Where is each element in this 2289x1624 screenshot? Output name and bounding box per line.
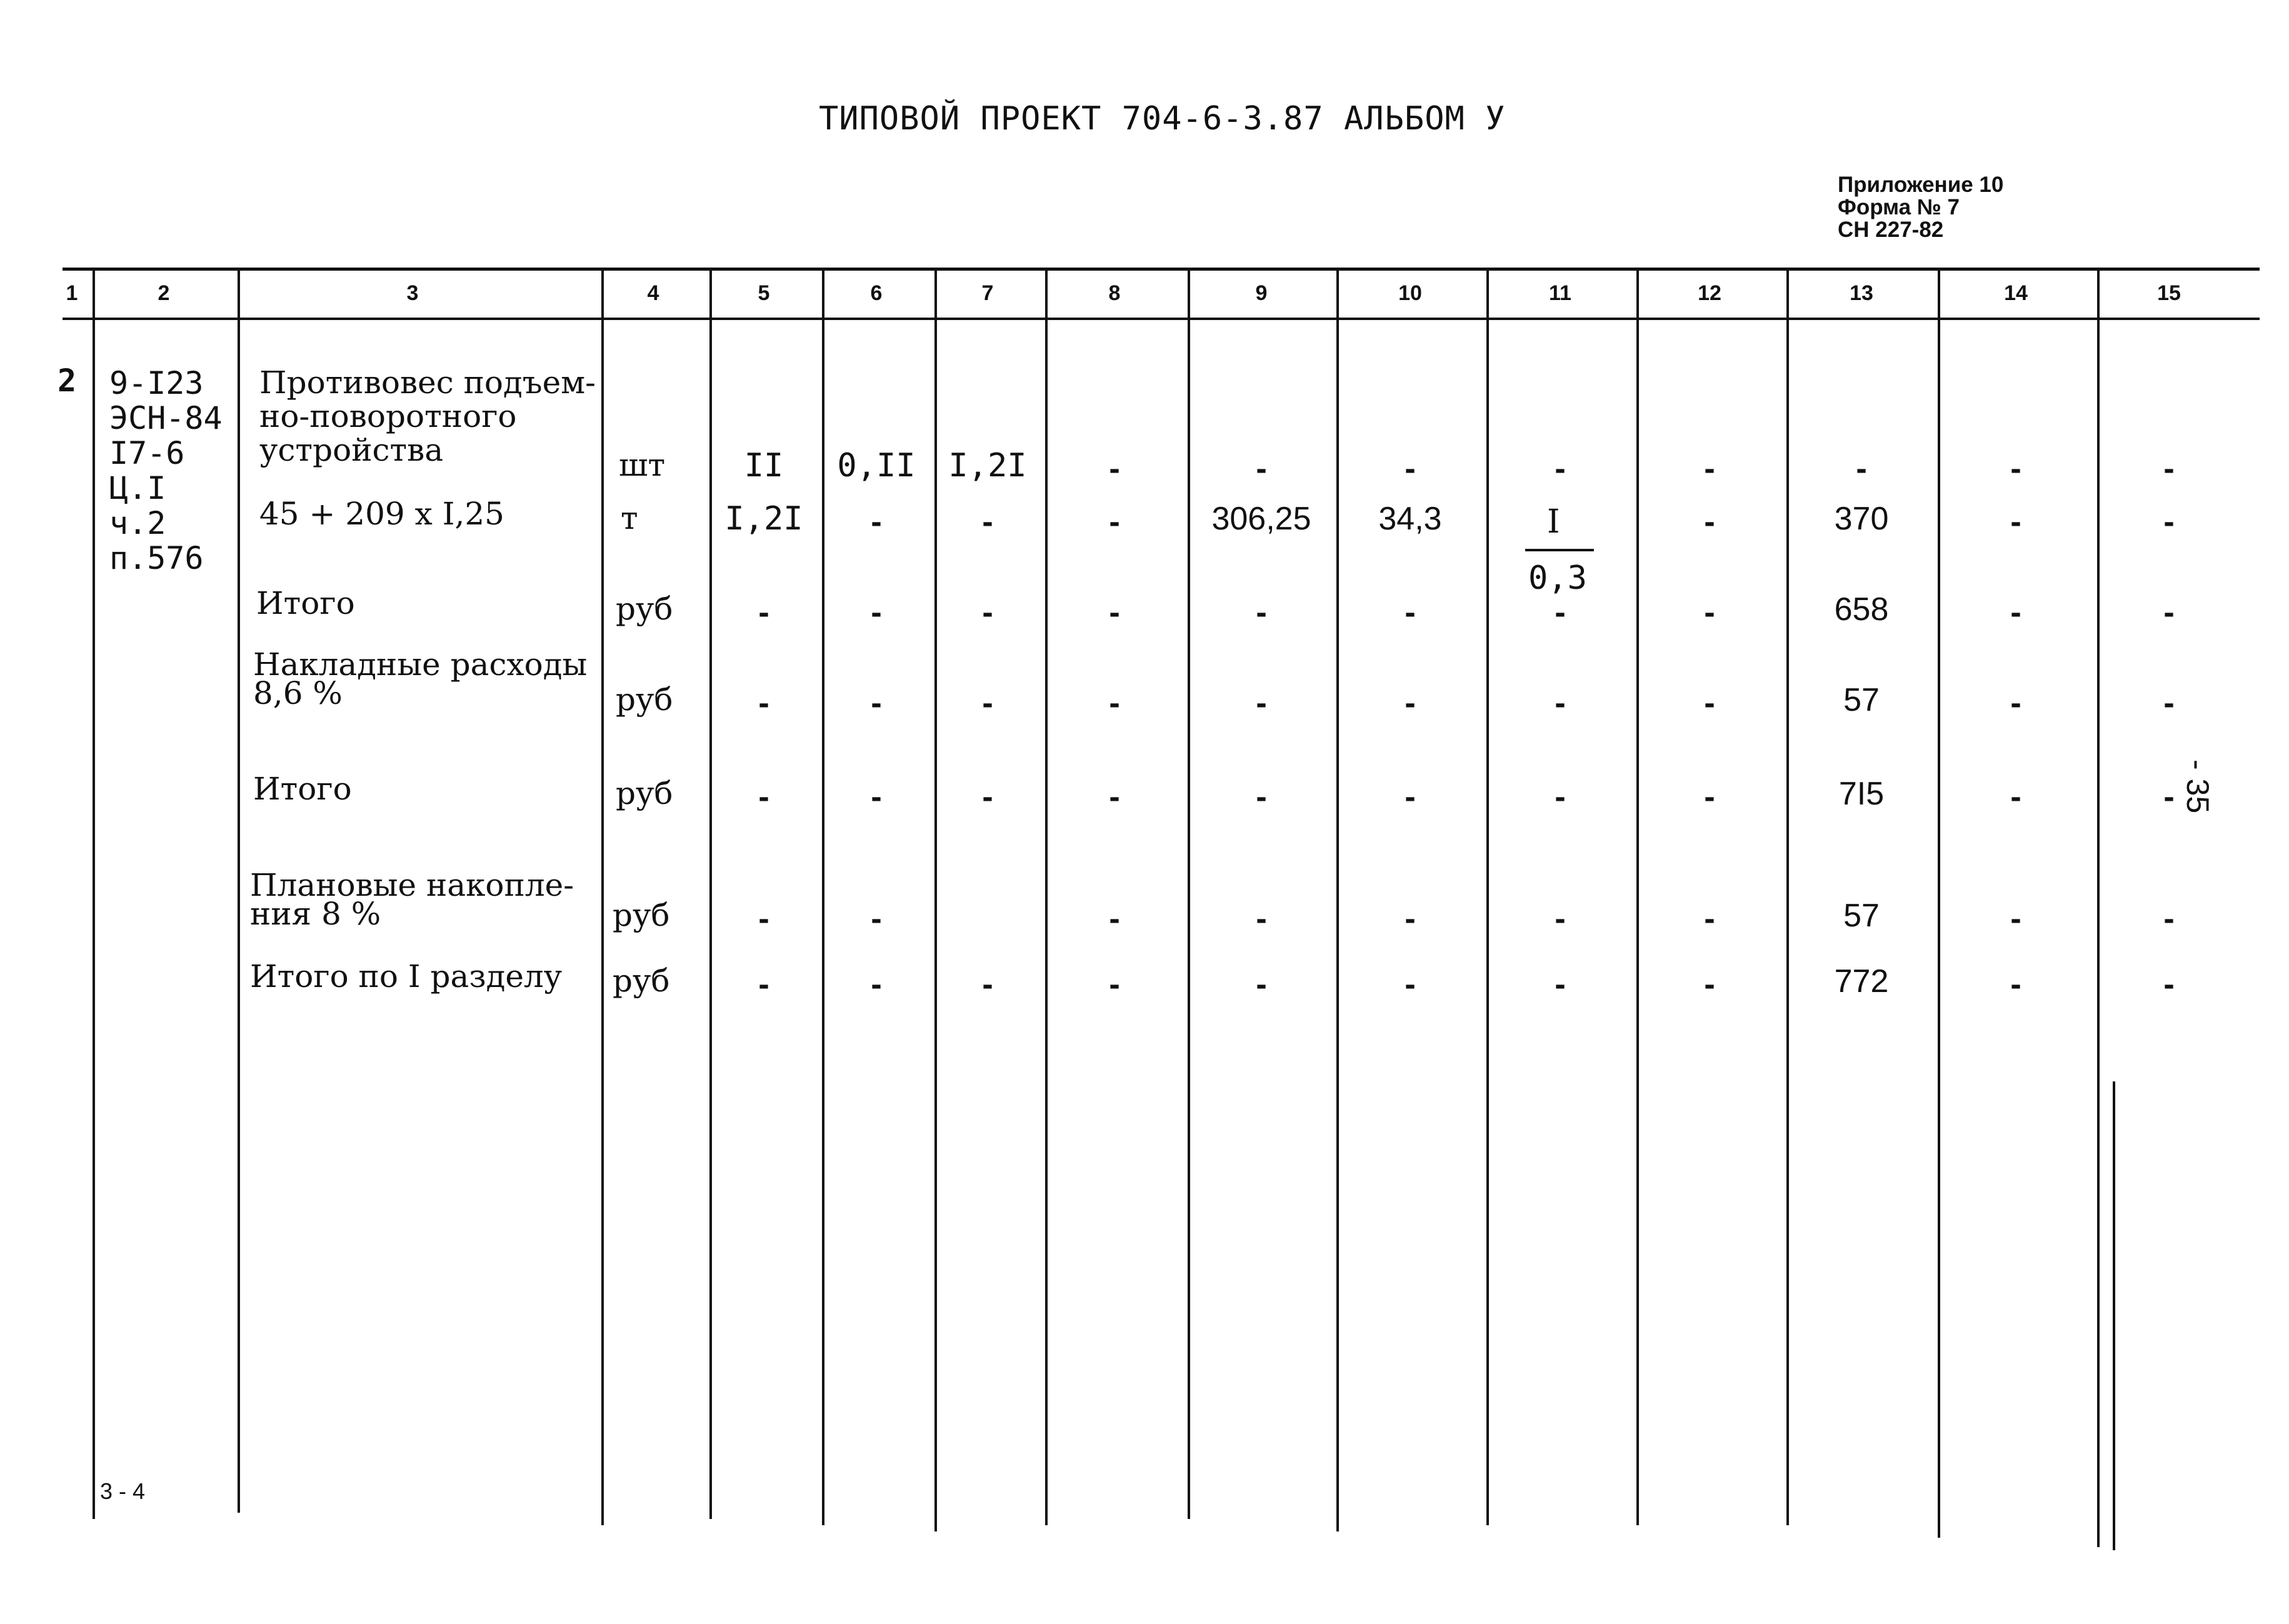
value-cell-c15: - [2163,451,2175,487]
value-cell-c10: - [1405,901,1416,937]
column-header-10: 10 [1398,281,1422,305]
unit-cell: руб [613,963,670,999]
value-cell-c9: - [1256,685,1267,721]
value-cell-c15: - [2163,966,2175,1003]
column-header-6: 6 [870,281,883,305]
desc-text: Противовес подъем- [259,364,596,401]
column-header-9: 9 [1255,281,1268,305]
column-header-15: 15 [2157,281,2181,305]
desc-line-1 [259,366,596,467]
column-header-2: 2 [158,281,170,305]
value-cell-c13: - [1856,451,1867,487]
value-cell-c13: 370 [1834,501,1889,537]
value-cell-c12: - [1704,594,1715,631]
value-cell-c15: - [2163,504,2175,540]
value-cell-c14: - [2010,966,2021,1003]
value-cell-c6: - [871,504,882,540]
desc-text: 8,6 % [253,675,343,711]
column-rule [2097,269,2100,1547]
value-cell-c14: - [2010,901,2021,937]
unit-cell: руб [613,897,670,933]
column-rule [1486,269,1489,1525]
value-cell-c15: - [2163,779,2175,815]
value-cell-c7: - [982,966,993,1003]
column-rule [601,269,604,1525]
value-cell-c12: - [1704,966,1715,1003]
column-header-4: 4 [647,281,659,305]
unit-cell: руб [616,591,673,627]
column-header-1: 1 [66,281,78,305]
desc-text: Плановые накопле- [250,867,574,903]
column-header-7: 7 [981,281,994,305]
value-cell-c10: - [1405,451,1416,487]
document-title: ТИПОВОЙ ПРОЕКТ 704-6-3.87 АЛЬБОМ У [819,100,1506,138]
value-cell-c7: I,2I [948,447,1027,484]
value-cell-c7: - [982,504,993,540]
fraction-numerator: I [1547,503,1560,541]
value-cell-c11: - [1555,901,1566,937]
desc-line-3: Итого [256,585,355,621]
value-cell-c5: - [758,901,769,937]
value-cell-c6: - [871,594,882,631]
reference-block [109,366,223,576]
value-cell-c9: - [1256,901,1267,937]
value-cell-c15: - [2163,901,2175,937]
fraction-denominator: 0,3 [1528,559,1587,597]
value-cell-c8: - [1109,779,1120,815]
value-cell-c13: 772 [1834,963,1889,1000]
value-cell-c13: 658 [1834,591,1889,628]
column-header-14: 14 [2004,281,2028,305]
column-header-13: 13 [1850,281,1873,305]
fraction-bar [1525,549,1594,551]
value-cell-c13: 7I5 [1838,776,1885,812]
value-cell-c10: - [1405,594,1416,631]
value-cell-c8: - [1109,966,1120,1003]
value-cell-c6: - [871,779,882,815]
page-note: 3 - 4 [100,1478,146,1504]
value-cell-c15: - [2163,685,2175,721]
form-line: Форма № 7 [1838,195,1960,219]
value-cell-c12: - [1704,685,1715,721]
reference-line: ЭСН-84 [109,400,223,436]
value-cell-c5: - [758,685,769,721]
value-cell-c6: - [871,685,882,721]
desc-text: устройства [259,432,444,468]
value-cell-c5: - [758,779,769,815]
value-cell-c6: - [871,966,882,1003]
value-cell-c9: - [1256,966,1267,1003]
reference-line: 9-I23 [109,365,204,401]
value-cell-c5: - [758,594,769,631]
value-cell-c8: - [1109,685,1120,721]
value-cell-c5: - [758,966,769,1003]
column-header-5: 5 [758,281,770,305]
value-cell-c7: - [982,779,993,815]
value-cell-c12: - [1704,451,1715,487]
desc-line-6 [250,867,574,932]
value-cell-c12: - [1704,504,1715,540]
value-cell-c14: - [2010,685,2021,721]
value-cell-c15: - [2163,594,2175,631]
value-cell-c10: - [1405,966,1416,1003]
desc-line-2: 45 + 209 x I,25 [259,496,504,532]
row-number: 2 [58,363,77,399]
value-cell-c12: - [1704,779,1715,815]
value-cell-c14: - [2010,504,2021,540]
value-cell-c7: - [982,685,993,721]
column-header-12: 12 [1698,281,1721,305]
desc-line-5: Итого [253,771,352,807]
appendix-line: Приложение 10 [1838,173,2004,197]
value-cell-c11: - [1555,451,1566,487]
desc-text: Накладные расходы [253,646,588,683]
column-rule [1786,269,1789,1525]
value-cell-c6: 0,II [837,447,916,484]
header-bottom-rule [63,318,2260,320]
value-cell-c14: - [2010,594,2021,631]
norm-line: СН 227-82 [1838,218,1944,242]
unit-cell: руб [616,681,673,718]
value-cell-c13: 57 [1843,682,1880,718]
column-rule [1636,269,1639,1525]
reference-line: ч.2 [109,505,166,541]
unit-cell: т [621,500,638,536]
value-cell-c9: - [1256,594,1267,631]
column-rule [1336,269,1339,1531]
value-cell-c12: - [1704,901,1715,937]
value-cell-c8: - [1109,451,1120,487]
column-rule [93,269,95,1519]
unit-cell: руб [616,775,673,811]
appendix-note [1838,174,2003,241]
column-header-3: 3 [406,281,419,305]
desc-text: но-поворотного [259,398,517,434]
value-cell-c14: - [2010,779,2021,815]
value-cell-c11: - [1555,594,1566,631]
reference-line: Ц.I [109,470,166,506]
table-top-rule [63,268,2260,271]
column-rule [1045,269,1048,1525]
value-cell-c8: - [1109,901,1120,937]
value-cell-c8: - [1109,594,1120,631]
value-cell-c10: - [1405,685,1416,721]
value-cell-c11: - [1555,966,1566,1003]
desc-line-4 [253,646,588,711]
column-header-8: 8 [1108,281,1121,305]
value-cell-c5: II [744,447,784,484]
column-rule [1938,269,1940,1538]
value-cell-c11: - [1555,685,1566,721]
value-cell-c5: I,2I [724,500,803,538]
reference-line: I7-6 [109,435,185,471]
desc-text: ния 8 % [250,896,381,932]
value-cell-c10: 34,3 [1378,501,1442,537]
value-cell-c14: - [2010,451,2021,487]
value-cell-c6: - [871,901,882,937]
value-cell-c8: - [1109,504,1120,540]
reference-line: п.576 [109,540,204,576]
value-cell-c9: - [1256,779,1267,815]
value-cell-c7: - [982,594,993,631]
value-cell-c9: - [1256,451,1267,487]
value-cell-c9: 306,25 [1211,501,1311,537]
unit-cell: шт [619,447,666,483]
column-rule [1188,269,1190,1519]
value-cell-c11: - [1555,779,1566,815]
column-rule [2113,1081,2115,1550]
column-rule [238,269,240,1513]
value-cell-c10: - [1405,779,1416,815]
value-cell-c13: 57 [1843,898,1880,934]
column-header-11: 11 [1549,281,1571,305]
side-page-number: - 35 [2180,759,2215,814]
desc-line-7: Итого по I разделу [250,958,563,995]
